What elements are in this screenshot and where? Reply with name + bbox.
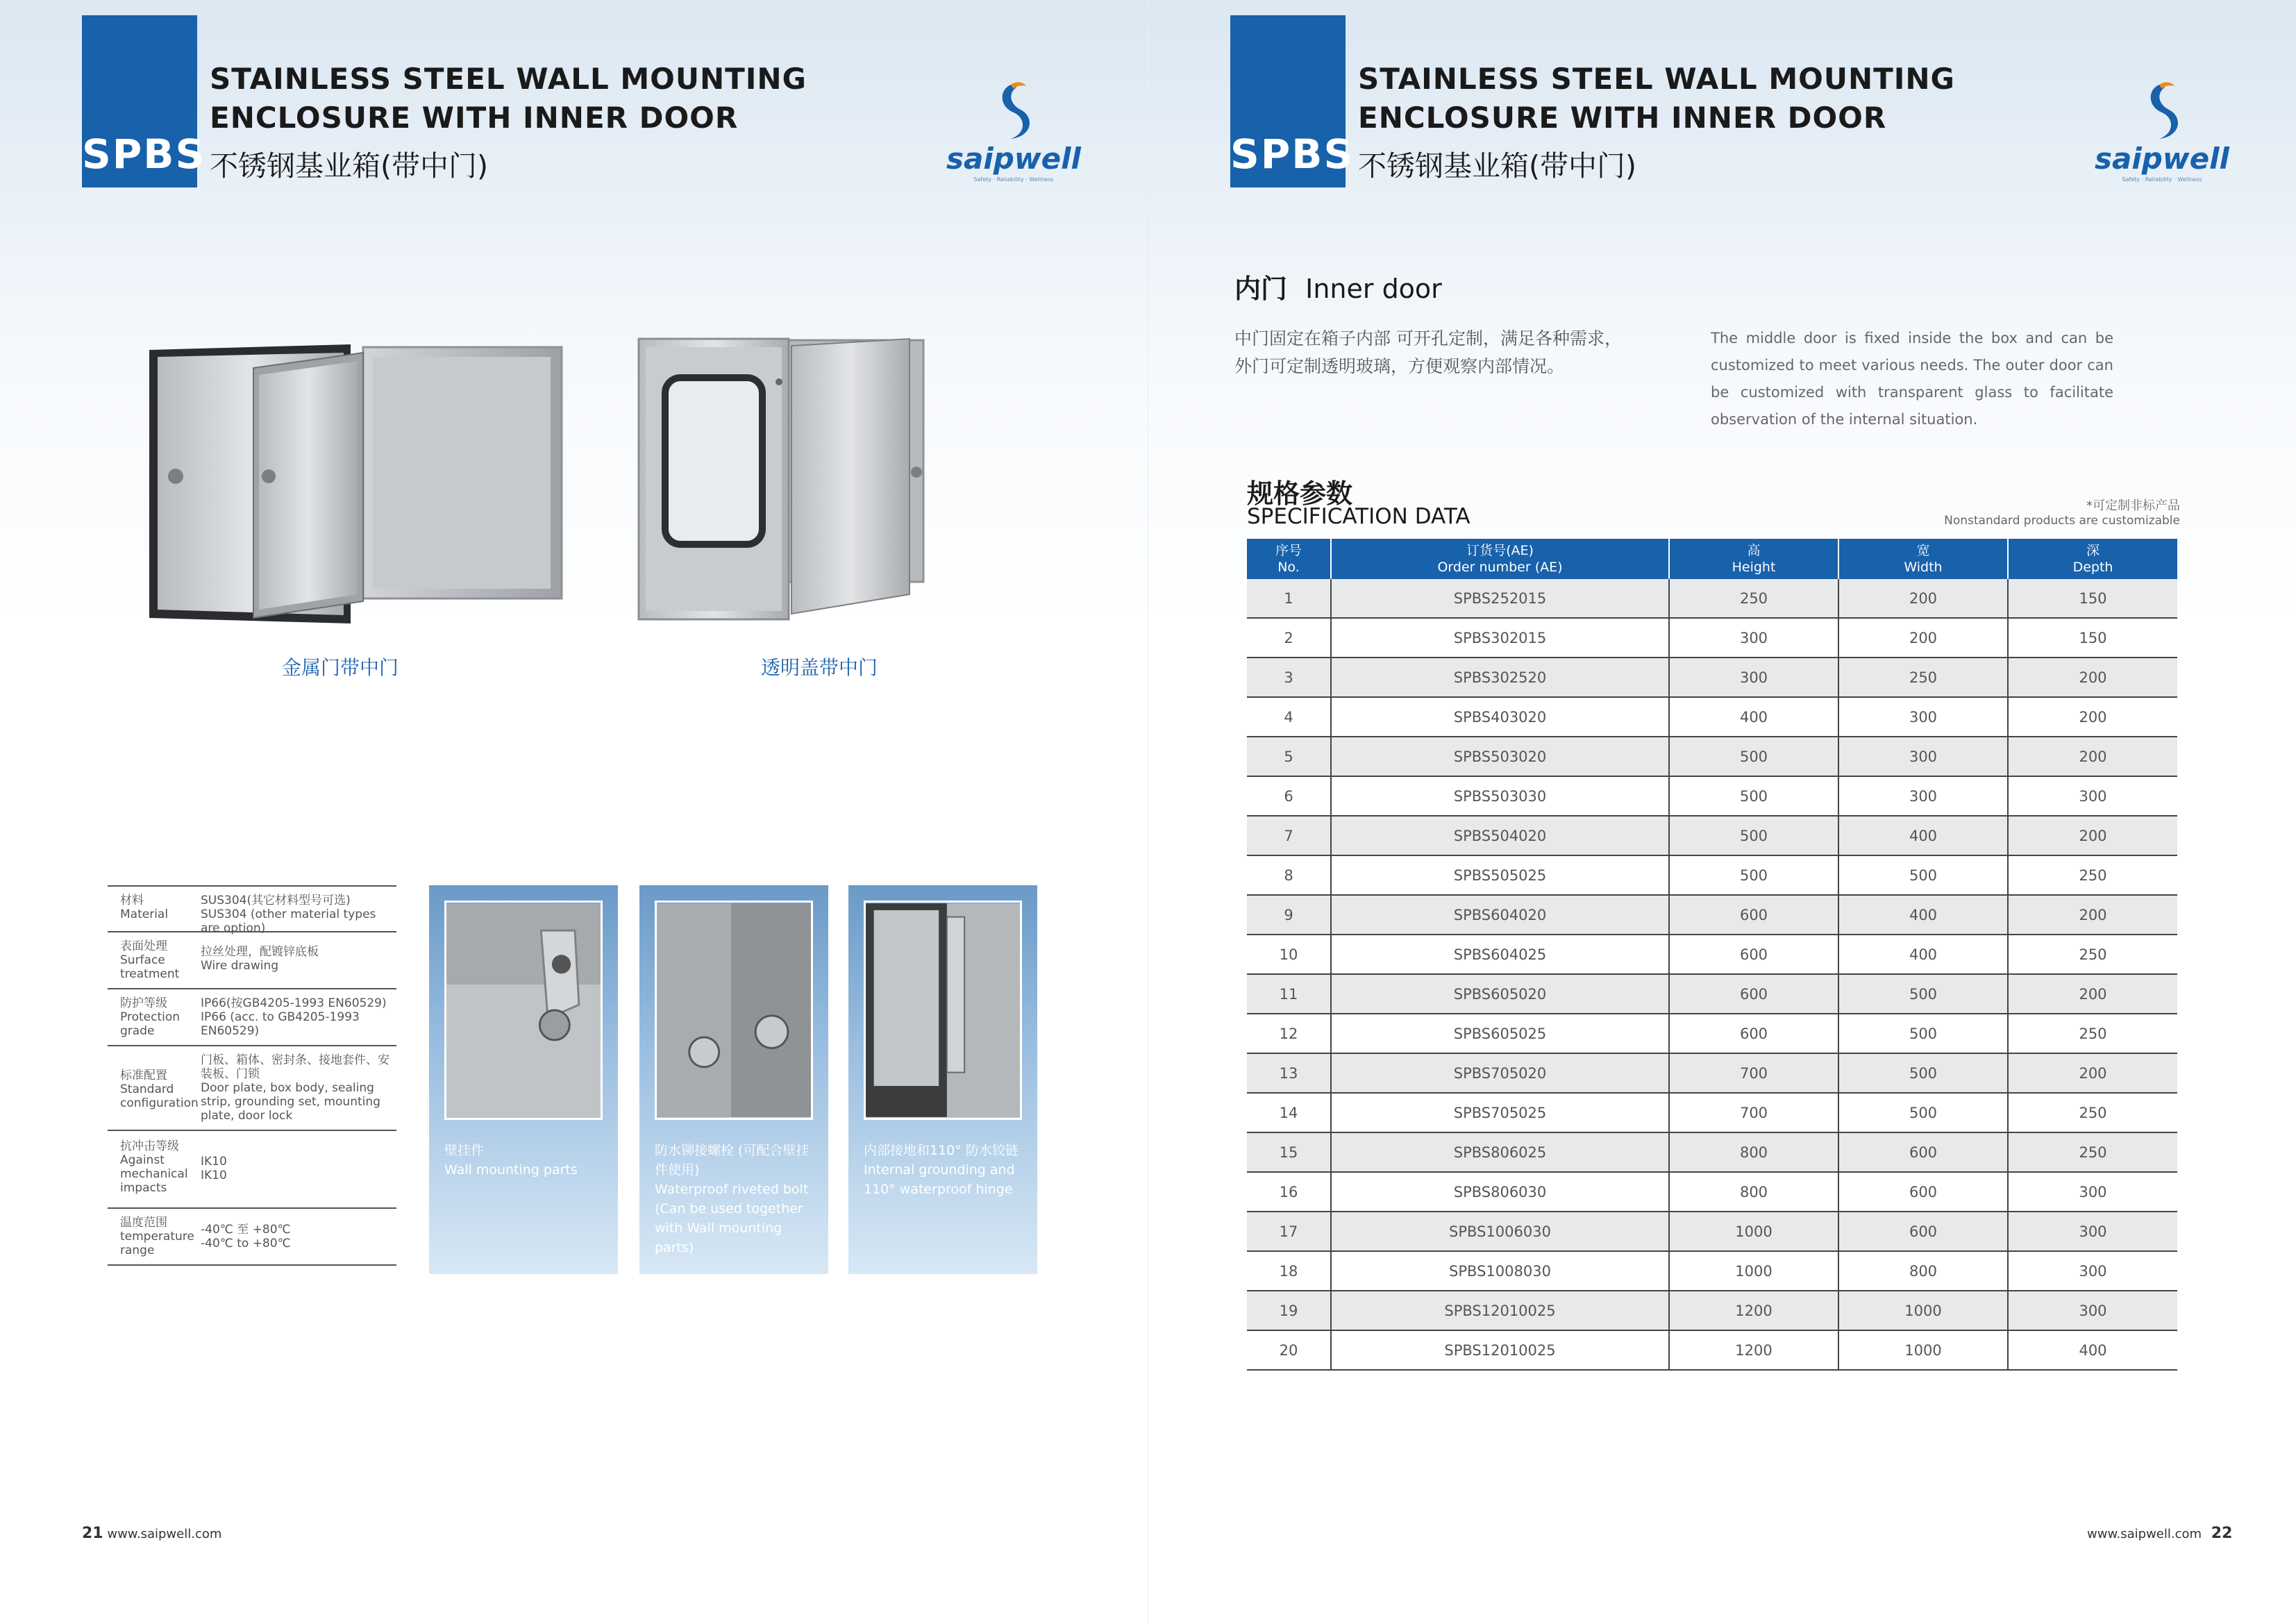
- table-cell: 400: [1838, 935, 2008, 974]
- table-cell: 600: [1838, 1212, 2008, 1251]
- riveted-bolt-photo: [655, 901, 813, 1120]
- table-cell: 700: [1669, 1053, 1838, 1093]
- spec-value-en: IK10: [201, 1169, 227, 1182]
- table-cell: 500: [1838, 1053, 2008, 1093]
- table-cell: 200: [1838, 618, 2008, 658]
- column-header: 宽 Width: [1838, 539, 2008, 579]
- feature-card-riveted-bolt: [639, 885, 828, 1274]
- table-cell: 1200: [1669, 1291, 1838, 1330]
- table-row: [1247, 776, 2177, 816]
- spec-title-en: SPECIFICATION DATA: [1247, 504, 1470, 529]
- table-cell: 1200: [1669, 1330, 1838, 1370]
- spec-row: [108, 1131, 396, 1209]
- table-cell: 9: [1247, 895, 1331, 935]
- table-cell: SPBS1008030: [1331, 1251, 1669, 1291]
- feature-caption: 壁挂件 Wall mounting parts: [444, 1143, 578, 1178]
- table-cell: 13: [1247, 1053, 1331, 1093]
- table-cell: 300: [2008, 1172, 2177, 1212]
- brand-name: saipwell: [946, 142, 1081, 176]
- table-cell: 400: [2008, 1330, 2177, 1370]
- table-row: [1247, 855, 2177, 895]
- spec-key-en: Against mechanical impacts: [120, 1153, 188, 1195]
- table-cell: 150: [2008, 579, 2177, 618]
- table-cell: 17: [1247, 1212, 1331, 1251]
- spec-value-en: Door plate, box body, sealing strip, grounding set, mounting plate, door lock: [201, 1081, 380, 1123]
- table-cell: 1000: [1669, 1251, 1838, 1291]
- table-row: [1247, 1330, 2177, 1370]
- table-header-row: [1247, 539, 2177, 579]
- specification-table-body: [1247, 579, 2177, 1370]
- title-line-2: ENCLOSURE WITH INNER DOOR: [210, 101, 739, 135]
- spec-key-en: Protection grade: [120, 1010, 181, 1038]
- feature-card-hinge: [848, 885, 1037, 1274]
- table-cell: 12: [1247, 1014, 1331, 1053]
- spec-key-cn: 材料: [120, 894, 144, 907]
- table-cell: 20: [1247, 1330, 1331, 1370]
- table-cell: 250: [1669, 579, 1838, 618]
- column-header: 深 Depth: [2008, 539, 2177, 579]
- table-cell: SPBS403020: [1331, 697, 1669, 737]
- title-cn: 不锈钢基业箱(带中门): [210, 149, 488, 183]
- table-row: [1247, 1251, 2177, 1291]
- table-cell: 300: [2008, 1251, 2177, 1291]
- table-cell: 500: [1669, 816, 1838, 855]
- table-cell: 500: [1838, 1014, 2008, 1053]
- table-row: [1247, 1212, 2177, 1251]
- table-cell: 14: [1247, 1093, 1331, 1132]
- spec-value-cn: IP66(按GB4205-1993 EN60529): [201, 996, 387, 1010]
- table-row: [1247, 935, 2177, 974]
- spec-value-en: IP66 (acc. to GB4205-1993 EN60529): [201, 1010, 360, 1038]
- table-cell: 600: [1838, 1172, 2008, 1212]
- table-cell: 500: [1669, 855, 1838, 895]
- table-row: [1247, 1053, 2177, 1093]
- table-cell: SPBS1006030: [1331, 1212, 1669, 1251]
- spec-key-cn: 抗冲击等级: [120, 1139, 179, 1153]
- table-cell: 10: [1247, 935, 1331, 974]
- spec-row: [108, 989, 396, 1046]
- brand-tagline: Safety · Reliability · Wellness: [2122, 176, 2202, 183]
- table-cell: 250: [1838, 658, 2008, 697]
- table-cell: 300: [1838, 737, 2008, 776]
- table-cell: 19: [1247, 1291, 1331, 1330]
- table-cell: 250: [2008, 855, 2177, 895]
- feature-caption: 防水铆接螺栓 (可配合壁挂件使用) Waterproof riveted bolt (Can be used together with Wall mounting parts): [655, 1143, 810, 1255]
- inner-door-heading: [1234, 267, 1442, 305]
- spec-row: [108, 1046, 396, 1131]
- table-cell: 250: [2008, 1014, 2177, 1053]
- table-cell: SPBS605025: [1331, 1014, 1669, 1053]
- footer-left: [82, 1525, 221, 1542]
- table-cell: 1000: [1669, 1212, 1838, 1251]
- inner-door-desc-cn: 中门固定在箱子内部 可开孔定制，满足各种需求，外门可定制透明玻璃，方便观察内部情况。: [1234, 328, 1622, 376]
- feature-card-wall-mounting: [429, 885, 618, 1274]
- table-cell: 600: [1669, 935, 1838, 974]
- column-header: 订货号(AE) Order number (AE): [1331, 539, 1669, 579]
- table-cell: 700: [1669, 1093, 1838, 1132]
- table-cell: 7: [1247, 816, 1331, 855]
- spec-value-cn: IK10: [201, 1155, 227, 1169]
- nonstandard-note-en: Nonstandard products are customizable: [1944, 514, 2180, 528]
- table-cell: 11: [1247, 974, 1331, 1014]
- table-cell: 2: [1247, 618, 1331, 658]
- table-cell: 150: [2008, 618, 2177, 658]
- spec-key-en: temperature range: [120, 1230, 194, 1257]
- spec-row: [108, 885, 396, 935]
- grounding-hinge-photo: [864, 901, 1022, 1120]
- table-cell: SPBS605020: [1331, 974, 1669, 1014]
- table-cell: 200: [2008, 697, 2177, 737]
- table-cell: 250: [2008, 1132, 2177, 1172]
- spec-row: [108, 1209, 396, 1266]
- table-cell: 300: [1838, 776, 2008, 816]
- table-cell: 800: [1669, 1172, 1838, 1212]
- table-cell: 300: [2008, 1212, 2177, 1251]
- footer-website[interactable]: www.saipwell.com: [2087, 1527, 2202, 1541]
- swan-icon: [944, 78, 1083, 144]
- table-cell: SPBS12010025: [1331, 1291, 1669, 1330]
- brand-name: saipwell: [2095, 142, 2229, 176]
- spec-key-cn: 表面处理: [120, 939, 167, 953]
- spec-row: [108, 932, 396, 989]
- spec-value-en: -40℃ to +80℃: [201, 1237, 291, 1250]
- table-cell: 500: [1838, 855, 2008, 895]
- table-cell: 5: [1247, 737, 1331, 776]
- metal-door-enclosure-photo: [142, 340, 566, 632]
- wall-mounting-part-photo: [444, 901, 603, 1120]
- spec-key-cn: 温度范围: [120, 1216, 167, 1230]
- spec-value-en: Wire drawing: [201, 959, 279, 973]
- table-cell: 1000: [1838, 1291, 2008, 1330]
- inner-door-heading-en: Inner door: [1305, 274, 1442, 304]
- table-cell: 8: [1247, 855, 1331, 895]
- feature-caption: 内部接地和110° 防水铰链 Internal grounding and 110° waterproof hinge: [864, 1143, 1019, 1197]
- table-cell: 300: [1669, 618, 1838, 658]
- table-cell: 400: [1838, 895, 2008, 935]
- table-cell: 800: [1838, 1251, 2008, 1291]
- table-cell: SPBS806025: [1331, 1132, 1669, 1172]
- table-cell: 400: [1669, 697, 1838, 737]
- table-cell: SPBS705020: [1331, 1053, 1669, 1093]
- table-cell: SPBS302015: [1331, 618, 1669, 658]
- table-cell: SPBS503020: [1331, 737, 1669, 776]
- series-code: SPBS: [82, 131, 206, 178]
- table-cell: 3: [1247, 658, 1331, 697]
- table-cell: 500: [1669, 776, 1838, 816]
- table-cell: SPBS252015: [1331, 579, 1669, 618]
- brand-logo: [944, 78, 1083, 189]
- spec-value-cn: SUS304(其它材料型号可选): [201, 894, 351, 907]
- table-cell: 200: [2008, 816, 2177, 855]
- table-cell: 500: [1669, 737, 1838, 776]
- table-cell: 600: [1669, 895, 1838, 935]
- series-badge: [1230, 15, 1355, 187]
- spec-value-cn: 拉丝处理，配镀锌底板: [201, 945, 319, 959]
- table-row: [1247, 895, 2177, 935]
- brand-logo: [2093, 78, 2231, 189]
- material-spec-table: [108, 885, 396, 1266]
- table-row: [1247, 816, 2177, 855]
- table-row: [1247, 1132, 2177, 1172]
- table-cell: SPBS503030: [1331, 776, 1669, 816]
- table-cell: 300: [1838, 697, 2008, 737]
- page-title: [210, 60, 807, 137]
- title-line-1: STAINLESS STEEL WALL MOUNTING: [210, 62, 807, 96]
- table-row: [1247, 658, 2177, 697]
- title-line-1: STAINLESS STEEL WALL MOUNTING: [1358, 62, 1956, 96]
- table-cell: 500: [1838, 1093, 2008, 1132]
- table-cell: 200: [1838, 579, 2008, 618]
- table-cell: SPBS302520: [1331, 658, 1669, 697]
- table-cell: 200: [2008, 974, 2177, 1014]
- table-cell: SPBS604025: [1331, 935, 1669, 974]
- transparent-cover-enclosure-photo: [632, 333, 993, 625]
- table-cell: 300: [2008, 776, 2177, 816]
- table-row: [1247, 618, 2177, 658]
- table-cell: 800: [1669, 1132, 1838, 1172]
- table-cell: 600: [1669, 1014, 1838, 1053]
- table-row: [1247, 579, 2177, 618]
- table-cell: 6: [1247, 776, 1331, 816]
- table-cell: SPBS806030: [1331, 1172, 1669, 1212]
- table-row: [1247, 1014, 2177, 1053]
- nonstandard-note-cn: *可定制非标产品: [2086, 499, 2180, 513]
- inner-door-heading-cn: 内门: [1234, 274, 1288, 304]
- column-header: 序号 No.: [1247, 539, 1331, 579]
- swan-icon: [2093, 78, 2231, 144]
- table-cell: 600: [1669, 974, 1838, 1014]
- spec-key-cn: 标准配置: [120, 1069, 167, 1082]
- spec-key-en: Surface treatment: [120, 953, 180, 981]
- table-cell: 200: [2008, 895, 2177, 935]
- page-title: [1358, 60, 1955, 137]
- table-cell: 4: [1247, 697, 1331, 737]
- photo-label-metal-door: 金属门带中门: [281, 656, 399, 679]
- title-cn: 不锈钢基业箱(带中门): [1358, 149, 1636, 183]
- spec-value-cn: -40℃ 至 +80℃: [201, 1223, 291, 1237]
- table-row: [1247, 737, 2177, 776]
- footer-right: [2087, 1525, 2232, 1542]
- table-cell: 200: [2008, 737, 2177, 776]
- table-row: [1247, 1093, 2177, 1132]
- page-number: 21: [82, 1525, 103, 1542]
- inner-door-desc-en: The middle door is fixed inside the box and can be customized to meet various needs. The outer door can be customized with transparent glass to facilitate observation of the internal situation.: [1711, 330, 2113, 428]
- footer-website[interactable]: www.saipwell.com: [107, 1527, 222, 1541]
- table-row: [1247, 1172, 2177, 1212]
- table-cell: 1: [1247, 579, 1331, 618]
- spec-value-cn: 门板、箱体、密封条、接地套件、安装板、门锁: [201, 1053, 389, 1081]
- table-cell: 1000: [1838, 1330, 2008, 1370]
- table-cell: SPBS604020: [1331, 895, 1669, 935]
- spec-value-en: SUS304 (other material types are option): [201, 907, 376, 935]
- table-cell: 300: [1669, 658, 1838, 697]
- series-badge: [82, 15, 206, 187]
- table-cell: 300: [2008, 1291, 2177, 1330]
- spec-key-en: Material: [120, 907, 169, 921]
- title-line-2: ENCLOSURE WITH INNER DOOR: [1358, 101, 1887, 135]
- series-code: SPBS: [1230, 131, 1355, 178]
- page-number: 22: [2211, 1525, 2233, 1542]
- table-cell: 200: [2008, 1053, 2177, 1093]
- table-row: [1247, 974, 2177, 1014]
- table-cell: SPBS705025: [1331, 1093, 1669, 1132]
- column-header: 高 Height: [1669, 539, 1838, 579]
- specification-table: [1247, 539, 2177, 1371]
- brand-tagline: Safety · Reliability · Wellness: [973, 176, 1054, 183]
- photo-label-transparent-cover: 透明盖带中门: [760, 656, 878, 679]
- table-cell: 250: [2008, 935, 2177, 974]
- table-cell: SPBS505025: [1331, 855, 1669, 895]
- spec-key-cn: 防护等级: [120, 996, 167, 1010]
- table-cell: 16: [1247, 1172, 1331, 1212]
- spec-title-cn: 规格参数: [1247, 478, 1353, 509]
- table-cell: 15: [1247, 1132, 1331, 1172]
- table-cell: 18: [1247, 1251, 1331, 1291]
- table-cell: SPBS504020: [1331, 816, 1669, 855]
- table-row: [1247, 697, 2177, 737]
- table-cell: 200: [2008, 658, 2177, 697]
- table-cell: SPBS12010025: [1331, 1330, 1669, 1370]
- table-cell: 400: [1838, 816, 2008, 855]
- table-cell: 600: [1838, 1132, 2008, 1172]
- table-cell: 250: [2008, 1093, 2177, 1132]
- spec-key-en: Standard configuration: [120, 1082, 199, 1110]
- table-row: [1247, 1291, 2177, 1330]
- table-cell: 500: [1838, 974, 2008, 1014]
